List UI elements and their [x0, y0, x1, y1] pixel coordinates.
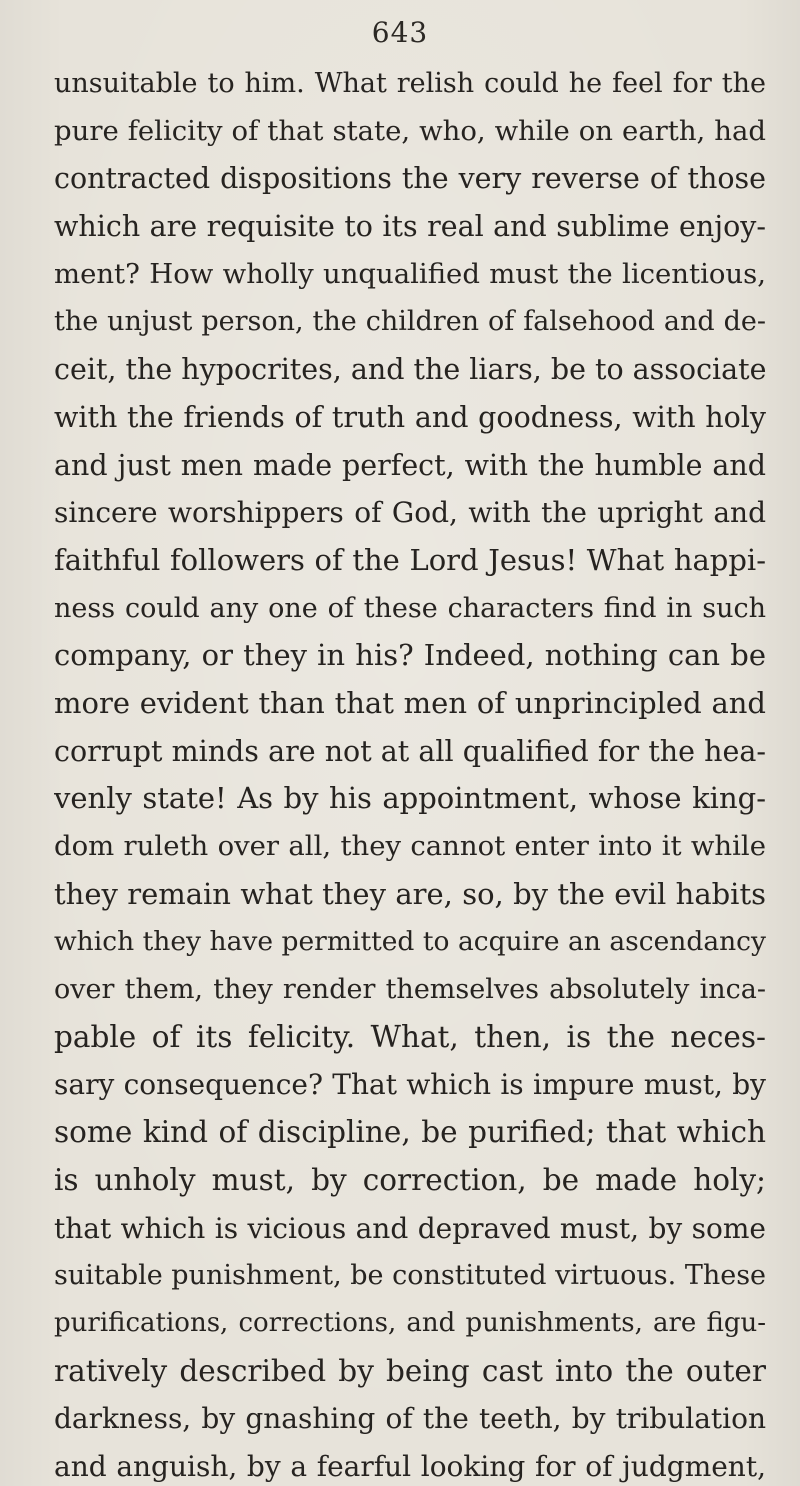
body-text [54, 60, 766, 1486]
text-line: more evident than that men of unprincipled and [54, 685, 766, 720]
text-line: sincere worshippers of God, with the upright and [54, 496, 766, 530]
text-line: ceit, the hypocrites, and the liars, be to associate [54, 353, 766, 387]
text-line: faithful followers of the Lord Jesus! What happi- [54, 542, 766, 577]
text-line: ratively described by being cast into the outer [54, 1353, 766, 1388]
text-line: they remain what they are, so, by the evil habits [54, 876, 766, 911]
text-line: purifications, corrections, and punishments, are figu- [54, 1307, 766, 1338]
text-line: which are requisite to its real and sublime enjoy- [54, 210, 766, 244]
text-line: company, or they in his? Indeed, nothing can be [54, 638, 766, 673]
text-line: is unholy must, by correction, be made holy; [54, 1162, 766, 1197]
text-line: with the friends of truth and goodness, with holy [54, 400, 766, 434]
text-line: unsuitable to him. What relish could he feel for the [54, 68, 766, 99]
text-line: and anguish, by a fearful looking for of judgment, [54, 1449, 766, 1483]
text-line: corrupt minds are not at all qualified for the hea- [54, 734, 766, 768]
text-line: ness could any one of these characters find in such [54, 592, 766, 624]
text-line: ment? How wholly unqualified must the licentious, [54, 257, 766, 290]
text-line: the unjust person, the children of falsehood and de- [54, 306, 766, 338]
text-line: dom ruleth over all, they cannot enter into it while [54, 830, 766, 862]
text-line: and just men made perfect, with the humble and [54, 448, 766, 482]
text-line: suitable punishment, be constituted virtuous. These [54, 1260, 766, 1292]
text-line: which they have permitted to acquire an ascendancy [54, 926, 766, 958]
text-line: that which is vicious and depraved must, by some [54, 1211, 766, 1245]
text-line: sary consequence? That which is impure must, by [54, 1068, 766, 1102]
page-number: 643 [371, 16, 429, 49]
text-line: venly state! As by his appointment, whose king- [54, 781, 766, 816]
text-line: pure felicity of that state, who, while on earth, had [54, 114, 766, 147]
text-line: some kind of discipline, be purified; that which [54, 1115, 766, 1150]
text-line: darkness, by gnashing of the teeth, by tribulation [54, 1402, 766, 1436]
text-line: over them, they render themselves absolutely inca- [54, 974, 766, 1006]
text-line: contracted dispositions the very reverse of those [54, 162, 766, 196]
text-line: pable of its felicity. What, then, is the neces- [54, 1019, 766, 1054]
